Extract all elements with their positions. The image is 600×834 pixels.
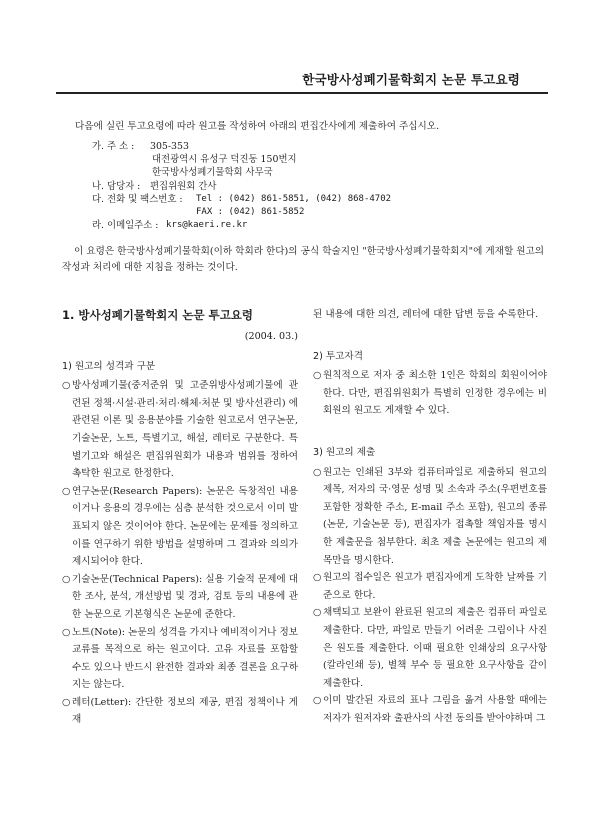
bullet-icon: ○ <box>62 380 71 392</box>
list-item: ○ 원칙적으로 저자 중 최소한 1인은 학회의 회원이어야 한다. 다만, 편집위원회가 특별히 인정한 경우에는 비회원의 원고도 게재할 수 있다. <box>313 367 547 420</box>
bullet-icon: ○ <box>62 696 71 708</box>
contact-label: 나. 담당자 : <box>92 180 141 192</box>
right-column <box>313 306 547 727</box>
address-row <box>92 140 391 153</box>
phone-value: Tel : (042) 861-5851, (042) 868-4702 <box>196 193 392 204</box>
fax-value: FAX : (042) 861-5852 <box>196 207 305 218</box>
list-item: ○ 원고는 인쇄된 3부와 컴퓨터파일로 제출하되 원고의 제목, 저자의 국·영문 성명 및 소속과 주소(우편번호를 포함한 정확한 주소, E-mail 주소 포함), 원고의 종류(논문, 기술논문 등), 편집자가 접촉할 책임자를 명시한 제출문을 첨부한다. 최초 제출 논문에는 원고의 제목만을 명시한다. <box>313 464 547 570</box>
address-label: 가. 주 소 : <box>92 141 135 152</box>
list-item: ○ 원고의 접수일은 원고가 편집자에게 도착한 날짜를 기준으로 한다. <box>313 569 547 604</box>
intro-text: 다음에 실린 투고요령에 따라 원고를 작성하여 아래의 편집간사에게 제출하여 주십시오. <box>75 121 440 132</box>
address-block <box>92 140 391 232</box>
subsection-heading: 2) 투고자격 <box>313 350 363 362</box>
subsection-heading: 3) 원고의 제출 <box>313 446 376 458</box>
list-item: ○ 채택되고 보완이 완료된 원고의 제출은 컴퓨터 파일로 제출한다. 다만, 파일로 만들기 어려운 그림이나 사진은 원도를 제출한다. 이때 필요한 인쇄상의 요구사항(칼라인쇄 등), 별책 부수 등 필요한 요구사항을 같이 제출한다. <box>313 604 547 692</box>
list-item: ○ 방사성폐기물(중저준위 및 고준위방사성폐기물에 관련된 정책·시설·관리·처리·해체·처분 및 방사선관리) 에 관련된 이론 및 응용분야를 기술한 원고로서 연구논문, 기술논문, 노트, 특별기고, 해설, 레터로 구분한다. 특별기고와 해설은 편집위원회가 내용과 범위를 정하여 촉탁한 원고로 한정한다. <box>62 377 298 483</box>
list-item: ○ 레터(Letter): 간단한 정보의 제공, 편집 정책이나 게재 <box>62 694 298 729</box>
bullet-icon: ○ <box>313 695 322 707</box>
phone-label: 다. 전화 및 팩스번호 : <box>92 193 183 205</box>
email-label: 라. 이메일주소 : <box>92 220 159 232</box>
section-title: 1. 방사성폐기물학회지 논문 투고요령 <box>62 308 254 322</box>
bullet-icon: ○ <box>62 573 71 585</box>
continued-text: 된 내용에 대한 의견, 레터에 대한 답변 등을 수록한다. <box>313 309 539 320</box>
bullet-icon: ○ <box>313 572 322 584</box>
address-line: 대전광역시 유성구 덕진동 150번지 <box>152 154 297 166</box>
header-title: 한국방사성폐기물학회지 논문 투고요령 <box>302 72 520 87</box>
list-item: ○ 연구논문(Research Papers): 논문은 독창적인 내용이거나 응용의 경우에는 심층 분석한 것으로서 이미 발표되지 않은 것이어야 한다. 논문에는 문제를 정의하고 이를 연구하기 위한 방법을 설명하며 그 결과와 의의가 제시되어야 한다. <box>62 483 298 571</box>
header-rule <box>56 92 548 94</box>
email-row <box>92 219 391 232</box>
contact-value: 편집위원회 간사 <box>150 180 217 192</box>
purpose-text: 이 요령은 한국방사성폐기물학회(이하 학회라 한다)의 공식 학술지인 "한국방사성폐기물학회지"에 게재할 원고의 작성과 처리에 대한 지침을 정하는 것이다. <box>62 246 545 273</box>
bullet-icon: ○ <box>313 466 322 478</box>
postal-code: 305-353 <box>150 141 189 152</box>
list-item: ○ 이미 발간된 자료의 표나 그림을 옮겨 사용할 때에는 저자가 원저자와 출판사의 사전 동의를 받아야하며 그 <box>313 692 547 727</box>
bullet-icon: ○ <box>313 607 322 619</box>
bullet-icon: ○ <box>62 626 71 638</box>
bullet-icon: ○ <box>313 370 322 382</box>
address-line: 한국방사성폐기물학회 사무국 <box>152 167 273 179</box>
email-value: krs@kaeri.re.kr <box>166 220 248 231</box>
phone-row <box>92 193 391 206</box>
subsection-heading: 1) 원고의 성격과 구분 <box>62 360 156 372</box>
left-column <box>62 306 298 729</box>
bullet-icon: ○ <box>62 485 71 497</box>
list-item: ○ 노트(Note): 논문의 성격을 가지나 예비적이거나 정보교류를 목적으로 하는 원고이다. 고유 자료를 포함할 수도 있으나 반드시 완전한 결과와 최종 결론을 요구하지는 않는다. <box>62 624 298 694</box>
contact-row <box>92 180 391 193</box>
revision-date: (2004. 03.) <box>244 331 298 342</box>
list-item: ○ 기술논문(Technical Papers): 실용 기술적 문제에 대한 조사, 분석, 개선방법 및 경과, 검토 등의 내용에 관한 논문으로 기본형식은 논문에 준한다. <box>62 571 298 624</box>
fax-row <box>92 206 391 219</box>
